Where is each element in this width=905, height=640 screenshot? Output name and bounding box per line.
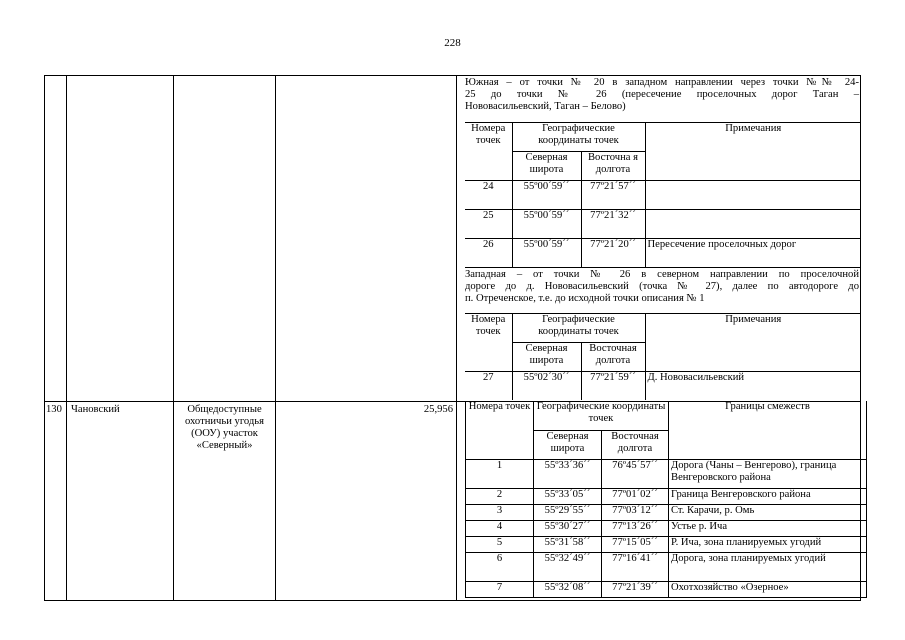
col-header-geo: Географические координаты точек [512, 123, 645, 152]
point-note: Устье р. Ича [669, 520, 867, 536]
table-row [465, 181, 861, 210]
col-header-num: Номера точек [465, 123, 512, 181]
col-header-lat: Северная широта [512, 343, 581, 372]
point-lat: 55º33´36´´ [534, 459, 602, 488]
point-lon: 77º21´32´´ [581, 210, 645, 239]
point-note [645, 181, 861, 210]
table-row [466, 581, 867, 597]
point-number: 25 [465, 210, 512, 239]
table-row [466, 552, 867, 581]
point-lat: 55º29´55´´ [534, 504, 602, 520]
point-number: 4 [466, 520, 534, 536]
record-130-points-table [465, 401, 867, 598]
table-row [465, 239, 861, 268]
south-points-table [465, 122, 861, 268]
table-row [466, 520, 867, 536]
point-number: 24 [465, 181, 512, 210]
col-header-lat: Северная широта [512, 152, 581, 181]
col-header-notes: Примечания [645, 123, 861, 181]
point-note: Р. Ича, зона планируемых угодий [669, 536, 867, 552]
point-lat: 55º32´49´´ [534, 552, 602, 581]
point-note: Граница Венгеровского района [669, 488, 867, 504]
table-row [466, 459, 867, 488]
point-number: 26 [465, 239, 512, 268]
point-lat: 55º00´59´´ [512, 181, 581, 210]
point-lat: 55º02´30´´ [512, 372, 581, 400]
col-header-geo: Географические координаты точек [534, 401, 669, 430]
col-header-num: Номера точек [465, 314, 512, 372]
point-number: 6 [466, 552, 534, 581]
point-note: Д. Нововасильевский [645, 372, 861, 400]
col-header-geo: Географические координаты точек [512, 314, 645, 343]
text-line: Южная – от точки № 20 в западном направлении через точки №№ 24- [465, 77, 859, 88]
page-number: 228 [444, 37, 461, 49]
col-header-lon: Восточная долгота [602, 430, 669, 459]
text-line: Нововасильевский, Таган – Белово) [465, 101, 626, 112]
point-lon: 76º45´57´´ [602, 459, 669, 488]
area-name-line: Общедоступные [187, 404, 262, 415]
table-row [465, 210, 861, 239]
point-lat: 55º33´05´´ [534, 488, 602, 504]
record-size: 25,956 [423, 404, 453, 415]
point-note: Дорога (Чаны – Венгерово), граница Венгеровского района [669, 459, 867, 488]
text-line: 25 до точки № 26 (пересечение проселочных дорог Таган – [465, 89, 859, 100]
point-lat: 55º32´08´´ [534, 581, 602, 597]
table-row [466, 536, 867, 552]
west-points-table [465, 313, 861, 400]
point-note: Пересечение проселочных дорог [645, 239, 861, 268]
point-lon: 77º13´26´´ [602, 520, 669, 536]
point-number: 5 [466, 536, 534, 552]
point-number: 27 [465, 372, 512, 400]
area-name-line: охотничьи угодья [185, 416, 264, 427]
point-number: 1 [466, 459, 534, 488]
col-header-lon: Восточная долгота [581, 343, 645, 372]
west-boundary-text [465, 269, 859, 305]
text-line: п. Отреченское, т.е. до исходной точки описания № 1 [465, 293, 705, 304]
point-lon: 77º21´39´´ [602, 581, 669, 597]
area-name-line: «Северный» [196, 440, 253, 451]
text-line: Западная – от точки № 26 в северном направлении по проселочной [465, 269, 859, 280]
col-header-notes: Примечания [645, 314, 861, 372]
table-row [466, 488, 867, 504]
point-lon: 77º03´12´´ [602, 504, 669, 520]
point-lon: 77º01´02´´ [602, 488, 669, 504]
point-lon: 77º16´41´´ [602, 552, 669, 581]
point-number: 2 [466, 488, 534, 504]
point-lon: 77º21´20´´ [581, 239, 645, 268]
point-lat: 55º00´59´´ [512, 210, 581, 239]
record-index: 130 [46, 404, 62, 415]
col-header-lat: Северная широта [534, 430, 602, 459]
record-area-name [175, 404, 274, 452]
table-row [466, 504, 867, 520]
point-note: Ст. Карачи, р. Омь [669, 504, 867, 520]
point-number: 7 [466, 581, 534, 597]
area-name-line: (ООУ) участок [191, 428, 258, 439]
point-lon: 77º21´59´´ [581, 372, 645, 400]
point-number: 3 [466, 504, 534, 520]
col-header-num: Номера точек [466, 401, 534, 459]
point-lat: 55º00´59´´ [512, 239, 581, 268]
point-lon: 77º15´05´´ [602, 536, 669, 552]
point-lat: 55º30´27´´ [534, 520, 602, 536]
col-header-notes: Границы смежеств [669, 401, 867, 459]
point-note: Дорога, зона планируемых угодий [669, 552, 867, 581]
text-line: дороге до д. Нововасильевский (точка № 27), далее по автодороге до [465, 281, 859, 292]
point-lat: 55º31´58´´ [534, 536, 602, 552]
point-note: Охотхозяйство «Озерное» [669, 581, 867, 597]
col-header-lon: Восточна я долгота [581, 152, 645, 181]
point-lon: 77º21´57´´ [581, 181, 645, 210]
record-district: Чановский [71, 404, 120, 415]
south-boundary-text [465, 77, 859, 113]
table-row [465, 372, 861, 400]
point-note [645, 210, 861, 239]
